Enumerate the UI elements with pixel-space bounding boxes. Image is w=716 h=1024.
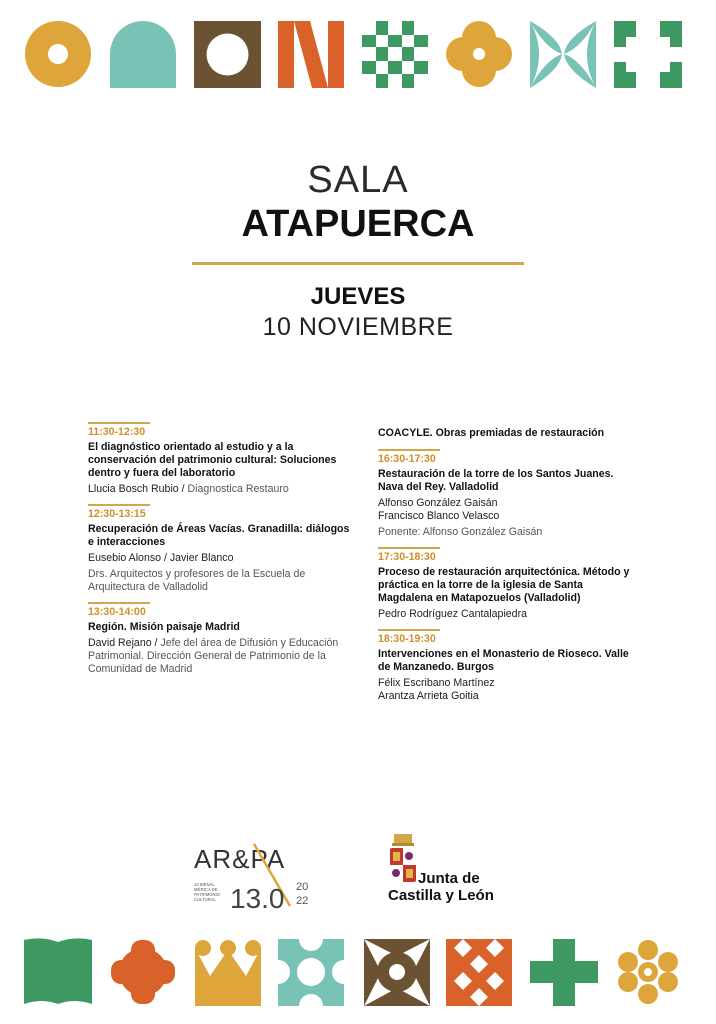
- junta-line1: Junta de: [418, 870, 480, 887]
- session-speaker: [88, 483, 350, 496]
- quatrefoil-icon: [446, 21, 512, 87]
- bottom-pattern-band: [0, 936, 716, 1008]
- schedule-left-column: [88, 422, 350, 684]
- session-speaker: Francisco Blanco Velasco: [378, 510, 500, 522]
- session-speaker: [88, 637, 350, 676]
- time-divider: [378, 547, 440, 549]
- top-pattern-band: [0, 18, 716, 90]
- arpa-number: 13.0: [230, 883, 285, 914]
- session-speaker: Arantza Arrieta Goitia: [378, 690, 479, 702]
- session-time: 11:30-12:30: [88, 426, 146, 438]
- session-item: [88, 422, 350, 496]
- session-speaker: Félix Escribano Martínez: [378, 677, 495, 689]
- time-divider: [88, 504, 150, 506]
- session-title: Región. Misión paisaje Madrid: [88, 621, 240, 633]
- session-time: 16:30-17:30: [378, 453, 436, 465]
- schedule-right-column: [378, 422, 640, 711]
- arpa-logo: [192, 838, 322, 914]
- speaker-role: Diagnostica Restauro: [187, 483, 289, 495]
- petal-cross-icon: [530, 21, 596, 88]
- arpa-sub: 13 BIENAL: [194, 882, 215, 887]
- title-block: [0, 158, 716, 343]
- session-speaker: Alfonso González Gaisán: [378, 497, 498, 509]
- session-time: 17:30-18:30: [378, 551, 436, 563]
- session-time: 12:30-13:15: [88, 508, 146, 520]
- session-item: [88, 504, 350, 594]
- arpa-name: AR&PA: [194, 844, 286, 874]
- session-title: Recuperación de Áreas Vacías. Granadilla: diálogos e interacciones: [88, 523, 350, 548]
- coat-of-arms-icon: [388, 834, 418, 894]
- speaker-role: Jefe del área de Difusión y Educación Patrimonial. Dirección General de Patrimonio de la Comunidad de Madrid: [88, 637, 339, 675]
- room-name: ATAPUERCA: [241, 203, 475, 245]
- junta-castilla-leon-logo: [388, 832, 528, 912]
- n-shape-icon: [278, 21, 344, 88]
- room-label: SALA: [307, 159, 409, 201]
- event-day: JUEVES: [310, 283, 406, 310]
- session-title: Restauración de la torre de los Santos Juanes. Nava del Rey. Valladolid: [378, 468, 614, 493]
- speaker-name: Llucia Bosch Rubio /: [88, 483, 188, 495]
- time-divider: [378, 629, 440, 631]
- flower-cluster-icon: [618, 940, 678, 1004]
- square-cutout-icon: [266, 936, 356, 1008]
- hash-icon: [362, 21, 428, 88]
- cross-ring-icon: [364, 939, 430, 1006]
- cross-circle-icon: [111, 940, 175, 1004]
- bracket-squares-icon: [614, 21, 682, 88]
- session-speaker: Pedro Rodríguez Cantalapiedra: [378, 608, 527, 620]
- junta-line2: Castilla y León: [388, 887, 494, 904]
- time-divider: [378, 449, 440, 451]
- time-divider: [88, 602, 150, 604]
- title-divider: [192, 262, 524, 265]
- session-item: [88, 602, 350, 676]
- session-title: Intervenciones en el Monasterio de Rioseco. Valle de Manzanedo. Burgos: [378, 648, 629, 673]
- session-note: Drs. Arquitectos y profesores de la Escuela de Arquitectura de Valladolid: [88, 568, 306, 593]
- session-time: 13:30-14:00: [88, 606, 146, 618]
- book-shape-icon: [24, 938, 92, 1004]
- section-intro: COACYLE. Obras premiadas de restauración: [378, 427, 605, 439]
- arpa-sub: PATRIMONIO: [194, 892, 220, 897]
- diamond-grid-icon: [446, 939, 512, 1006]
- event-date: 10 NOVIEMBRE: [262, 313, 454, 341]
- arch-icon: [110, 21, 176, 88]
- junta-text: [388, 870, 494, 904]
- session-time: 18:30-19:30: [378, 633, 436, 645]
- speaker-name: David Rejano /: [88, 637, 161, 649]
- session-title: El diagnóstico orientado al estudio y a la conservación del patrimonio cultural: Soluciones dentro y fuera del laboratorio: [88, 441, 337, 479]
- arpa-year-top: 20: [296, 881, 309, 893]
- crown-icon: [195, 940, 261, 1006]
- session-item: [378, 629, 640, 703]
- arpa-sub: IBÉRICA DE: [194, 887, 218, 892]
- session-title: Proceso de restauración arquitectónica. Método y práctica en la torre de la iglesia de Santa Magdalena en Matapozuelos (Valladolid): [378, 566, 630, 604]
- arpa-year-bottom: 22: [296, 895, 309, 907]
- circle-ring-icon: [25, 21, 91, 87]
- session-item: [378, 449, 640, 539]
- time-divider: [88, 422, 150, 424]
- sponsor-logos: [0, 832, 716, 912]
- session-item: [378, 547, 640, 621]
- square-circle-icon: [194, 21, 261, 88]
- arpa-sub: CULTURAL: [194, 897, 216, 902]
- session-note: Ponente: Alfonso González Gaisán: [378, 526, 543, 538]
- session-speaker: Eusebio Alonso / Javier Blanco: [88, 552, 234, 564]
- plus-icon: [530, 939, 598, 1006]
